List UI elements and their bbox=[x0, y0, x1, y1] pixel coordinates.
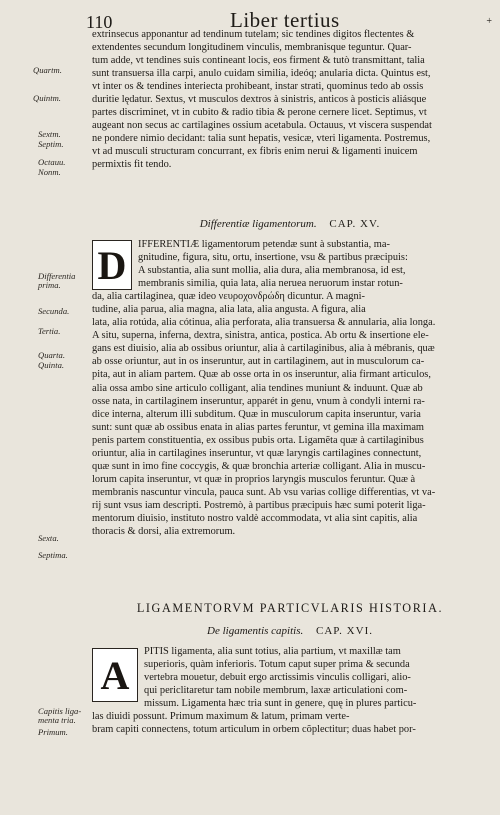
margin-note: Primum. bbox=[38, 727, 68, 737]
text-line: gnitudine, figura, situ, ortu, insertione, vsu & partibus præcipuis: bbox=[138, 252, 408, 264]
margin-note: Tertia. bbox=[38, 326, 61, 336]
margin-note: Sextm. bbox=[38, 129, 61, 139]
chapter-label: CAP. XVI. bbox=[316, 625, 373, 637]
margin-note: Septim. bbox=[38, 139, 64, 149]
text-line: superioris, quàm inferioris. Totum caput super prima & secunda bbox=[144, 659, 410, 671]
text-line: duritie lędatur. Sextus, vt musculos dextros à sinistris, anticos à posticis aliásque bbox=[92, 94, 427, 106]
paragraph bbox=[92, 238, 488, 538]
text-line: IFFERENTIÆ ligamentorum petendæ sunt à substantia, ma- bbox=[138, 239, 390, 250]
text-line: pita, aut in aliam partem. Quæ ab osse orta in os inseruntur, alia firmant articulos, bbox=[92, 369, 431, 381]
text-line: A substantia, alia sunt mollia, alia dura, alia membranosa, id est, bbox=[138, 265, 406, 277]
margin-note: Quinta. bbox=[38, 360, 65, 370]
text-line: mentorum diuisio, instituto nostro valdè accommodata, vt alia sint capitis, alia bbox=[92, 512, 418, 524]
margin-note: Secunda. bbox=[38, 306, 70, 316]
text-line: alia ossa ambo sine articulo colligant, alia tendines muniunt & induunt. Quæ ab bbox=[92, 382, 423, 394]
section-heading: LIGAMENTORVM PARTICVLARIS HISTORIA. bbox=[136, 601, 444, 615]
text-line: las diuidi possunt. Primum maximum & latum, primam verte- bbox=[92, 711, 350, 723]
text-line: extrinsecus apponantur ad tendinum tutelam; sic tendines digitos flectentes & bbox=[92, 29, 415, 40]
text-line: thoracis & dorsi, alia extremorum. bbox=[92, 526, 236, 538]
text-line: sunt transuersa illa carpi, anulo cuidam similia, ideóq; anularia dicta. Quintus est, bbox=[92, 68, 431, 80]
text-line: tudine, alia parua, alia magna, alia lata, alia angusta. A figura, alia bbox=[92, 304, 366, 316]
margin-note: Octauu. bbox=[38, 157, 66, 167]
text-line: dice interna, alterum illi subditum. Quæ in musculorum capita inseruntur, varia bbox=[92, 408, 421, 420]
text-line: augeant non secus ac cartilagines ossium acetabula. Octauus, vt viscera suspendat bbox=[92, 120, 432, 132]
text-line: missum. Ligamenta hæc tria sunt in genere, quę in plures particu- bbox=[144, 698, 417, 710]
text-line: lata, alia rotúda, alia cótinua, alia perforata, alia transuersa & annularia, alia longa. bbox=[92, 317, 436, 329]
margin-note: Septima. bbox=[38, 550, 68, 560]
margin-note: Quarta. bbox=[38, 350, 65, 360]
text-line: A situ, superna, inferna, dextra, sinistra, antica, postica. Ab ortu & insertione ele- bbox=[92, 330, 429, 342]
text-line: gans est diuisio, alia ab ossibus oriuntur, alia à cartilaginibus, alia à mébranis, quæ bbox=[92, 343, 435, 355]
margin-note: Nonm. bbox=[38, 167, 61, 177]
chapter-title: Differentiæ ligamentorum. bbox=[199, 218, 317, 230]
text-line: bram capiti connectens, totum articulum in orbem cõplectitur; duas habet por- bbox=[92, 724, 416, 736]
chapter-heading bbox=[92, 625, 488, 637]
text-line: qui periclitaretur tam nobile membrum, laxæ articulationi com- bbox=[144, 685, 408, 697]
text-line: lorum capita inseruntur, vt quæ in proprios laryngis musculos feruntur. Quæ à bbox=[92, 473, 416, 485]
paragraph-continued bbox=[92, 28, 488, 172]
text-line: membranis similia, quia lata, alia neruea neruorum instar rotun- bbox=[138, 278, 403, 290]
margin-note: Quartm. bbox=[33, 65, 62, 75]
text-line: partes discriminet, vt in cubito & radio tibia & perone cernere licet. Septimus, vt bbox=[92, 107, 427, 119]
text-line: vt ad musculi structuram concurrant, ex fibris enim nerui & ligamenti inuicem bbox=[92, 146, 418, 158]
text-line: membranis nascuntur vincula, pauca sunt. Ab vsu varias collige differentias, vt va- bbox=[92, 486, 436, 498]
page-number: 110 bbox=[86, 12, 113, 32]
text-line: da, alia cartilaginea, quæ ideo νευροχονδρώδη dicuntur. A magni- bbox=[92, 291, 366, 303]
margin-note: Differentia prima. bbox=[38, 271, 76, 290]
text-line: oriuntur, alia in cartilagines inseruntur, vt quæ laryngis cartilagines connectunt, bbox=[92, 447, 422, 459]
text-line: vertebra mouetur, debuit ergo arctissimis vinculis colligari, alio- bbox=[144, 672, 411, 684]
running-title: Liber tertius bbox=[230, 8, 340, 32]
text-line: permixtis fit tendo. bbox=[92, 159, 172, 171]
chapter-title: De ligamentis capitis. bbox=[207, 625, 304, 637]
text-line: rij sunt vsus iam descripti. Postremò, à partibus præcipuis hæc sumi poterit liga- bbox=[92, 499, 426, 511]
text-line: tum adde, vt tendines suis contineant locis, eos firment & tutò transmittant, talia bbox=[92, 55, 425, 67]
text-line: ab osse oriuntur, aut in os inseruntur, aut in cartilaginem, aut in musculorum ca- bbox=[92, 356, 425, 368]
text-line: vt inter os & tendines interiecta prohibeant, instar strati, quominus tedo ab ossis bbox=[92, 81, 424, 93]
margin-note: Capitis liga-menta tria. bbox=[38, 706, 82, 725]
text-line: PITIS ligamenta, alia sunt totius, alia partium, vt maxillæ tam bbox=[144, 646, 401, 657]
margin-note: Quintm. bbox=[33, 93, 61, 103]
text-line: extendentes secundum longitudinem vinculis, membranisque teguntur. Quar- bbox=[92, 42, 412, 54]
text-line: ne pondere nimio decidant: talia sunt hepatis, vesicæ, vteri ligamenta. Postremus, bbox=[92, 133, 431, 145]
chapter-label: CAP. XV. bbox=[329, 218, 381, 230]
text-line: osse nata, in cartilaginem inseruntur, apparét in genu, vnum à condyli interni ra- bbox=[92, 395, 425, 407]
text-line: quæ sunt in imo fine coccygis, & quæ bronchia arteriæ colligant. Alia in muscu- bbox=[92, 460, 426, 472]
text-line: sunt: sunt quæ ab ossibus enata in alias partes feruntur, vt gemina illa maximam bbox=[92, 421, 425, 433]
corner-mark: + bbox=[486, 16, 492, 27]
paragraph bbox=[92, 645, 488, 736]
decorated-initial: A bbox=[92, 648, 138, 702]
margin-note: Sexta. bbox=[38, 533, 59, 543]
decorated-initial: D bbox=[92, 240, 132, 290]
text-line: penis partem constituentia, ex ossibus pubis orta. Ligamẽta quæ à cartilaginibus bbox=[92, 434, 424, 446]
chapter-heading bbox=[92, 218, 488, 230]
